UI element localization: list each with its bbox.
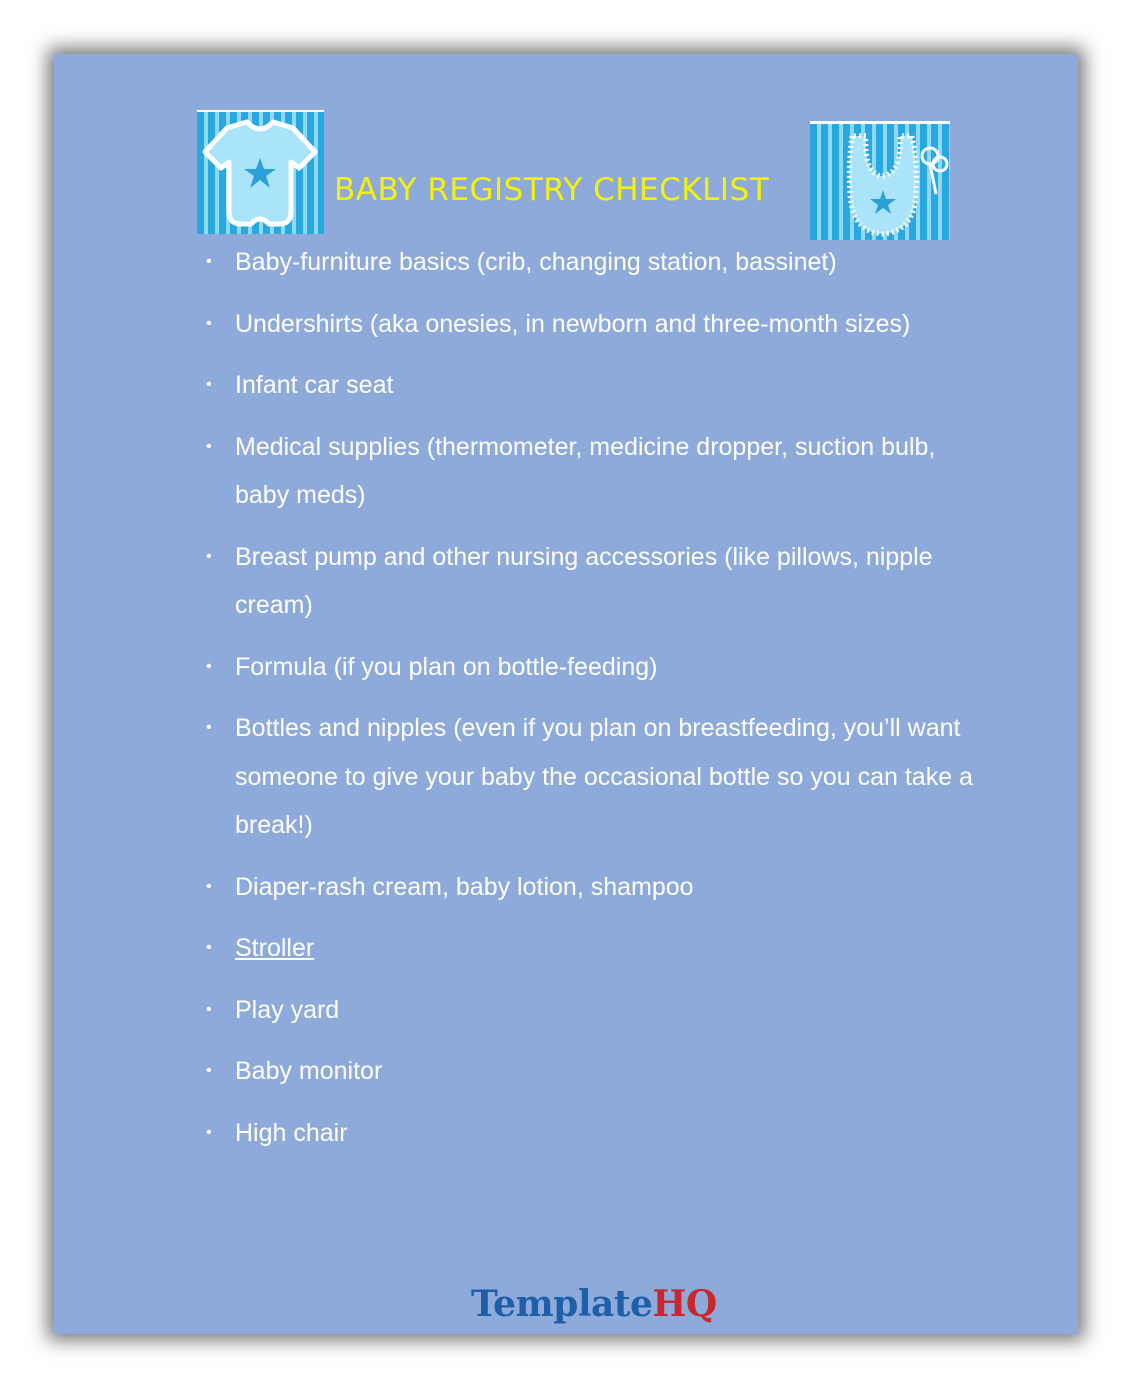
bullet-icon: • <box>206 1123 212 1141</box>
bullet-icon: • <box>206 253 212 270</box>
list-item-text: Medical supplies (thermometer, medicine dropper, suction bulb, baby meds) <box>235 432 936 509</box>
list-item-text: Undershirts (aka onesies, in newborn and three-month sizes) <box>235 309 911 338</box>
list-item <box>206 1047 975 1096</box>
bullet-icon: • <box>206 437 212 455</box>
bullet-icon: • <box>206 376 212 393</box>
list-item-text: Play yard <box>235 995 340 1024</box>
list-item <box>206 863 975 912</box>
list-item <box>206 986 975 1035</box>
bullet-icon: • <box>206 719 212 736</box>
stroller-link[interactable]: Stroller <box>235 934 315 962</box>
list-item-text: Infant car seat <box>235 371 394 399</box>
document-title: BABY REGISTRY CHECKLIST <box>334 172 770 208</box>
list-item <box>206 533 975 630</box>
bullet-icon: • <box>206 1062 212 1079</box>
bullet-icon: • <box>206 314 212 332</box>
bullet-icon: • <box>206 547 212 565</box>
document-page <box>54 54 1078 1334</box>
list-item-text: Breast pump and other nursing accessories (like pillows, nipple cream) <box>235 542 933 619</box>
bullet-icon: • <box>206 657 212 675</box>
list-item <box>206 1109 975 1158</box>
list-item <box>206 643 975 692</box>
registry-checklist <box>206 238 975 1170</box>
list-item <box>206 704 975 850</box>
logo-part-template: Template <box>471 1283 653 1325</box>
list-item-text: Formula (if you plan on bottle-feeding) <box>235 652 658 681</box>
logo-part-hq: HQ <box>652 1283 717 1325</box>
list-item <box>206 300 975 349</box>
list-item-text: Baby-furniture basics (crib, changing station, bassinet) <box>235 248 837 276</box>
bullet-icon: • <box>206 1000 212 1018</box>
bullet-icon: • <box>206 939 212 956</box>
list-item <box>206 361 975 410</box>
templatehq-logo <box>471 1282 717 1326</box>
list-item <box>206 423 975 520</box>
list-item-text: Diaper-rash cream, baby lotion, shampoo <box>235 872 694 901</box>
list-item <box>206 924 975 973</box>
bullet-icon: • <box>206 877 212 895</box>
list-item-text: High chair <box>235 1118 348 1147</box>
list-item <box>206 238 975 287</box>
onesie-icon <box>197 110 324 234</box>
bib-icon <box>810 121 950 240</box>
list-item-text: Bottles and nipples (even if you plan on breastfeeding, you’ll want someone to give your baby the occasional bottle so you can take a break!) <box>235 714 973 839</box>
list-item-text: Baby monitor <box>235 1057 383 1085</box>
